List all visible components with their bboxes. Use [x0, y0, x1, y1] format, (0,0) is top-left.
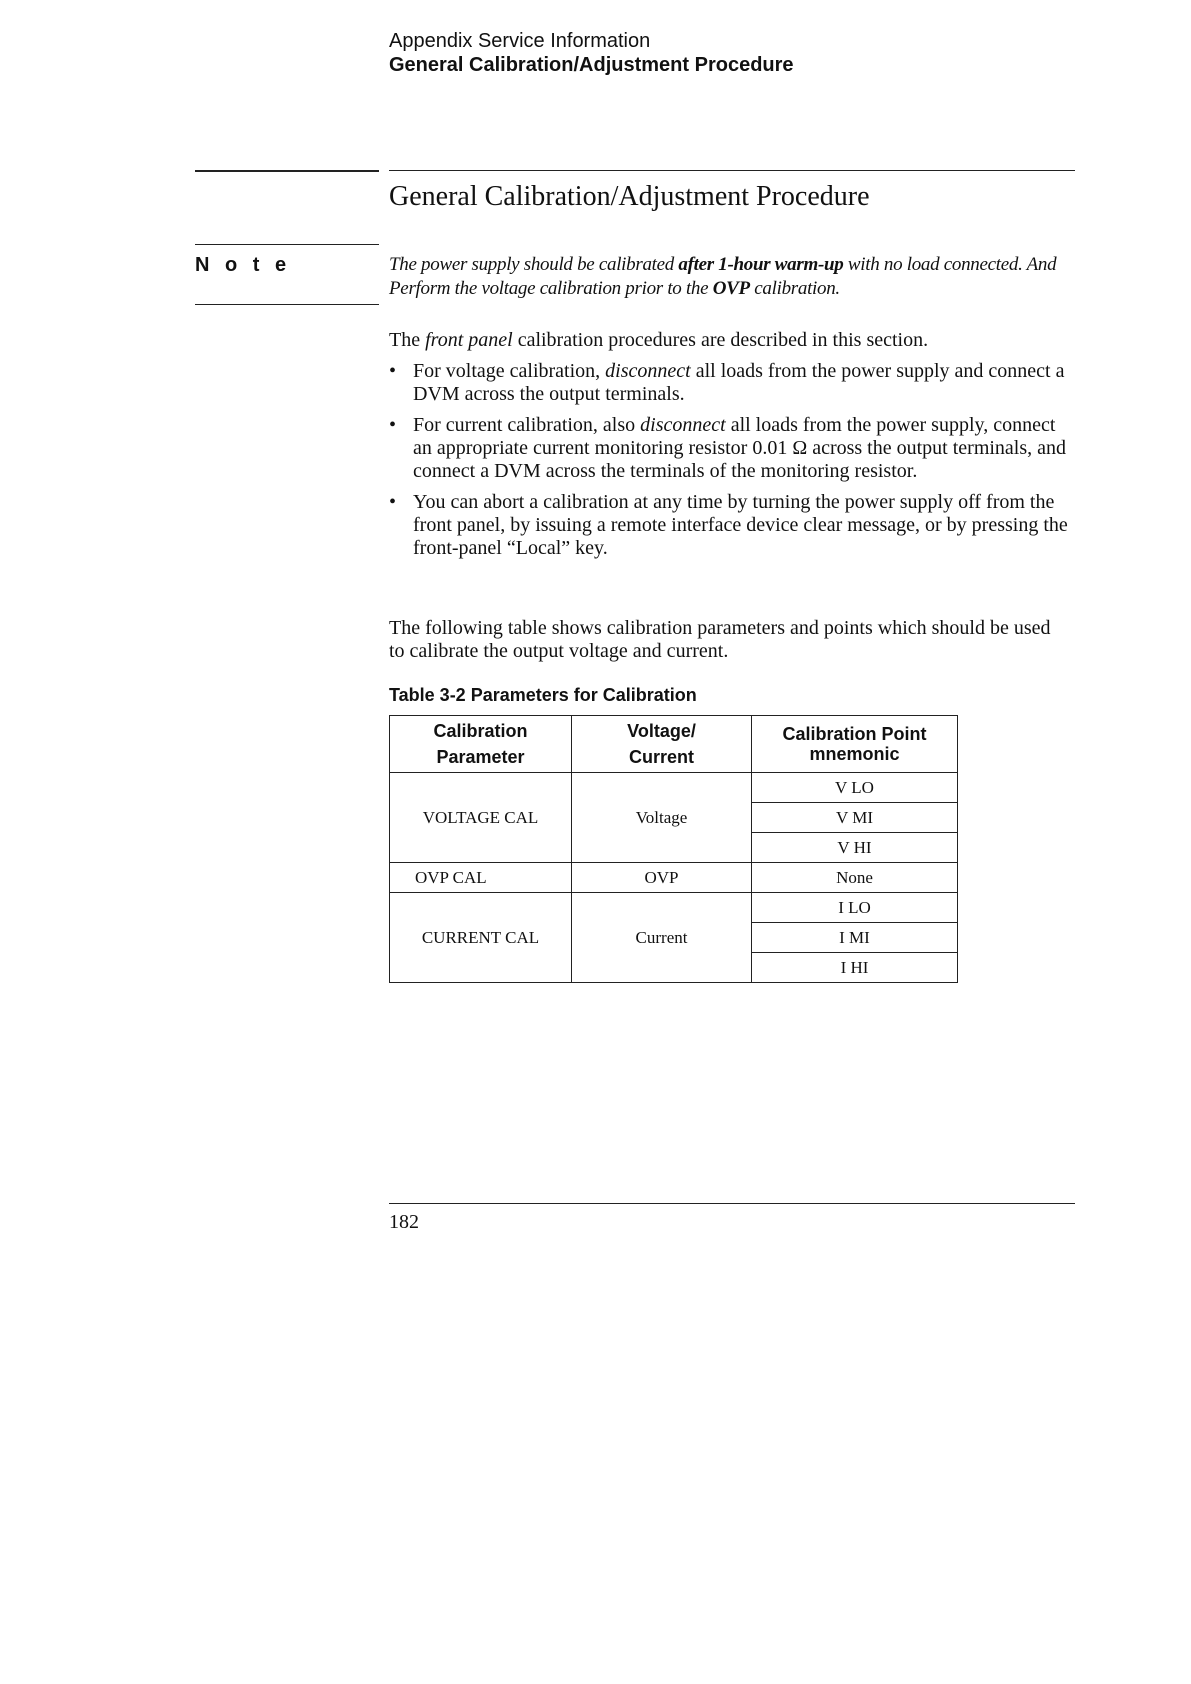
- bullet-item-abort: [389, 491, 1069, 560]
- cell-point: V HI: [752, 833, 958, 863]
- table-header-row: [390, 716, 958, 773]
- bullet-list: [389, 360, 1069, 560]
- cell-parameter: CURRENT CAL: [390, 893, 572, 983]
- table-row: [390, 863, 958, 893]
- intro-part2: calibration procedures are described in this section.: [512, 329, 929, 351]
- bullet-1-part2: all loads from the power supply and connect a DVM across the output terminals.: [413, 360, 1065, 405]
- bullet-1-part1: For voltage calibration,: [413, 360, 606, 382]
- cell-point: I HI: [752, 953, 958, 983]
- cell-type: OVP: [572, 863, 752, 893]
- section-title: General Calibration/Adjustment Procedure: [389, 181, 870, 212]
- bullet-2-part2: all loads from the power supply, connect an appropriate current monitoring resistor 0.01 Ω across the output terminals, and connect a DVM across the terminals of the monitoring resistor.: [413, 414, 1067, 482]
- note-text-bold1: after 1-hour warm-up: [678, 254, 844, 275]
- intro-italic: front panel: [425, 329, 513, 351]
- bullet-item-current: [389, 414, 1069, 483]
- cell-type: Voltage: [572, 773, 752, 863]
- note-text-bold2: OVP: [712, 278, 750, 299]
- note-rule-bottom: [195, 304, 379, 305]
- section-rule-right: [389, 170, 1075, 171]
- header-voltage-current: Voltage/ Current: [572, 716, 752, 773]
- cell-point: I LO: [752, 893, 958, 923]
- table-row: [390, 893, 958, 923]
- cell-type: Current: [572, 893, 752, 983]
- body-text: [389, 329, 1069, 568]
- note-text-part3: calibration.: [749, 278, 840, 299]
- cell-point: None: [752, 863, 958, 893]
- bullet-3-text: You can abort a calibration at any time by turning the power supply off from the front panel, by issuing a remote interface device clear message, or by pressing the front-panel “Local” key.: [413, 491, 1068, 559]
- cell-point: I MI: [752, 923, 958, 953]
- bullet-dot: •: [389, 414, 397, 436]
- note-text-part2: with no load connected. And Perform the voltage calibration prior to the: [389, 254, 1057, 299]
- page-number: 182: [389, 1211, 419, 1233]
- running-header-chapter: Appendix Service Information: [389, 30, 651, 52]
- note-label: N o t e: [195, 254, 292, 276]
- header-calibration-parameter: Calibration Parameter: [390, 716, 572, 773]
- table-caption: Table 3-2 Parameters for Calibration: [389, 685, 697, 705]
- header-calibration-point: Calibration Point mnemonic: [752, 716, 958, 773]
- cell-parameter: OVP CAL: [390, 863, 572, 893]
- note-text: [389, 253, 1069, 301]
- cell-point: V LO: [752, 773, 958, 803]
- cell-parameter: VOLTAGE CAL: [390, 773, 572, 863]
- intro-paragraph: [389, 329, 1069, 352]
- bullet-2-italic: disconnect: [640, 414, 726, 436]
- bullet-dot: •: [389, 491, 397, 513]
- bullet-1-italic: disconnect: [605, 360, 691, 382]
- intro-part1: The: [389, 329, 426, 351]
- running-header-section: General Calibration/Adjustment Procedure: [389, 54, 794, 76]
- calibration-table: [389, 715, 958, 983]
- note-text-part1: The power supply should be calibrated: [389, 254, 679, 275]
- table-row: [390, 773, 958, 803]
- bullet-2-part1: For current calibration, also: [413, 414, 641, 436]
- bullet-dot: •: [389, 360, 397, 382]
- following-paragraph: The following table shows calibration parameters and points which should be used to calibrate the output voltage and current.: [389, 617, 1051, 662]
- bullet-item-voltage: [389, 360, 1069, 406]
- footer-rule: [389, 1203, 1075, 1204]
- cell-point: V MI: [752, 803, 958, 833]
- note-rule-top: [195, 244, 379, 245]
- section-rule-left: [195, 170, 379, 172]
